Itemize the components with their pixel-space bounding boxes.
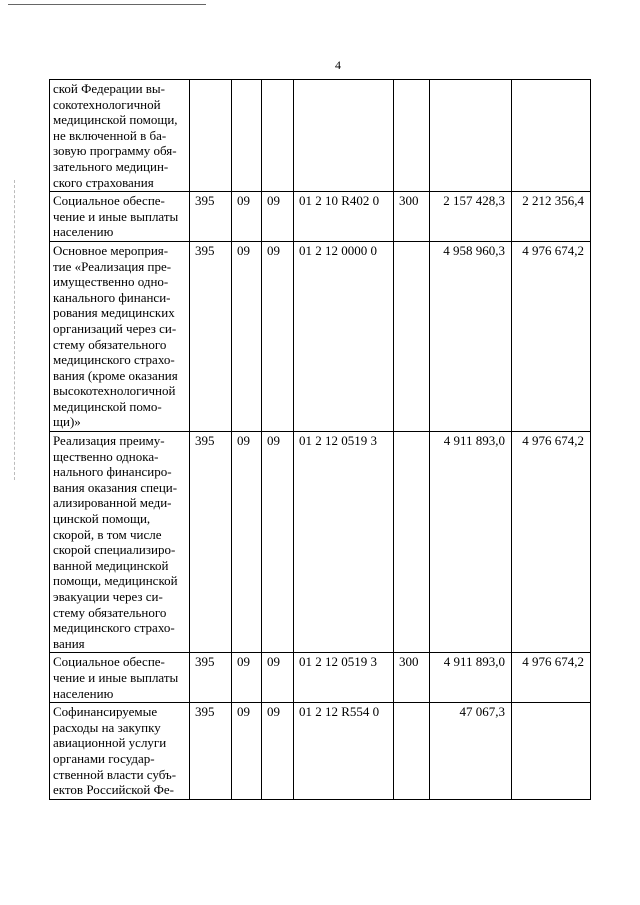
row-name-line: чение и иные выплаты: [53, 669, 179, 685]
amount-year2: 2 212 356,4: [512, 192, 591, 242]
row-name-line: ского страхования: [53, 174, 154, 190]
row-name-line: помощи, медицинской: [53, 573, 178, 589]
code-rz: 09: [232, 653, 262, 703]
row-name-line: населению: [53, 685, 114, 701]
amount-year2: 4 976 674,2: [512, 432, 591, 653]
row-name-line: ственной власти субъ-: [53, 766, 177, 782]
row-name-line: ванной медицинской: [53, 557, 169, 573]
header-rule: [8, 4, 206, 5]
row-name-line: органами государ-: [53, 750, 155, 766]
row-name-line: Основное мероприя-: [53, 242, 169, 258]
row-name-line: цинской помощи,: [53, 511, 151, 527]
row-name-line: не включенной в ба-: [53, 127, 167, 143]
code-csr: 01 2 12 R554 0: [294, 703, 394, 800]
row-name-line: расходы на закупку: [53, 719, 161, 735]
code-grbs: [190, 80, 232, 192]
row-name-line: медицинской помо-: [53, 398, 162, 414]
row-name-line: авиационной услуги: [53, 735, 167, 751]
code-pr: 09: [262, 703, 294, 800]
table-row: [50, 192, 591, 242]
table-row: [50, 432, 591, 653]
code-vr: 300: [394, 192, 430, 242]
code-pr: 09: [262, 653, 294, 703]
row-name-line: ской Федерации вы-: [53, 81, 165, 96]
amount-year1: 4 911 893,0: [430, 432, 512, 653]
amount-year1: 4 958 960,3: [430, 241, 512, 431]
row-name-line: нального финансиро-: [53, 464, 172, 480]
row-name-line: стему обязательного: [53, 604, 167, 620]
row-name-line: медицинской помощи,: [53, 112, 178, 128]
code-rz: [232, 80, 262, 192]
row-name-line: эвакуации через си-: [53, 589, 163, 604]
row-name-line: ектов Российской Фе-: [53, 782, 174, 798]
row-name-line: рования медицинских: [53, 305, 175, 321]
code-csr: 01 2 10 R402 0: [294, 192, 394, 242]
table-row: [50, 80, 591, 192]
row-name-line: стему обязательного: [53, 336, 167, 352]
row-name-line: сокотехнологичной: [53, 96, 161, 112]
code-vr: [394, 432, 430, 653]
code-vr: [394, 80, 430, 192]
row-name-line: высокотехнологичной: [53, 383, 176, 399]
code-grbs: 395: [190, 703, 232, 800]
amount-year2: [512, 703, 591, 800]
code-vr: [394, 703, 430, 800]
row-name-line: Социальное обеспе-: [53, 654, 165, 670]
code-vr: 300: [394, 653, 430, 703]
code-grbs: 395: [190, 653, 232, 703]
code-vr: [394, 241, 430, 431]
row-name-line: скорой, в том числе: [53, 526, 162, 542]
row-name-line: канального финанси-: [53, 289, 171, 305]
code-rz: 09: [232, 192, 262, 242]
row-name-line: Реализация преиму-: [53, 433, 165, 449]
code-rz: 09: [232, 703, 262, 800]
row-name-line: скорой специализиро-: [53, 542, 176, 558]
amount-year2: [512, 80, 591, 192]
amount-year1: 2 157 428,3: [430, 192, 512, 242]
row-name-line: вания (кроме оказания: [53, 367, 178, 383]
code-rz: 09: [232, 432, 262, 653]
row-name: [50, 241, 190, 431]
row-name-line: щественно однока-: [53, 448, 159, 464]
code-pr: 09: [262, 432, 294, 653]
page-number: 4: [335, 58, 341, 72]
row-name: [50, 432, 190, 653]
code-pr: 09: [262, 192, 294, 242]
budget-table: [49, 79, 591, 800]
code-grbs: 395: [190, 241, 232, 431]
row-name-line: Социальное обеспе-: [53, 193, 165, 209]
amount-year1: 47 067,3: [430, 703, 512, 800]
row-name-line: медицинского страхо-: [53, 620, 175, 636]
code-csr: [294, 80, 394, 192]
code-grbs: 395: [190, 432, 232, 653]
amount-year1: [430, 80, 512, 192]
code-csr: 01 2 12 0519 3: [294, 653, 394, 703]
row-name-line: щи)»: [53, 414, 81, 430]
row-name-line: населению: [53, 224, 114, 240]
row-name-line: медицинского страхо-: [53, 352, 175, 368]
table-row: [50, 653, 591, 703]
row-name-line: зовую программу обя-: [53, 143, 177, 159]
row-name-line: Софинансируемые: [53, 704, 158, 720]
code-pr: 09: [262, 241, 294, 431]
code-csr: 01 2 12 0000 0: [294, 241, 394, 431]
amount-year2: 4 976 674,2: [512, 653, 591, 703]
code-grbs: 395: [190, 192, 232, 242]
row-name-line: тие «Реализация пре-: [53, 258, 172, 274]
code-rz: 09: [232, 241, 262, 431]
row-name: [50, 703, 190, 800]
row-name-line: ализированной меди-: [53, 495, 172, 511]
table-row: [50, 703, 591, 800]
row-name-line: имущественно одно-: [53, 274, 169, 290]
amount-year1: 4 911 893,0: [430, 653, 512, 703]
table-row: [50, 241, 591, 431]
row-name-line: чение и иные выплаты: [53, 208, 179, 224]
row-name: [50, 653, 190, 703]
row-name-line: зательного медицин-: [53, 158, 169, 174]
row-name-line: организаций через си-: [53, 320, 177, 336]
row-name: [50, 80, 190, 192]
code-csr: 01 2 12 0519 3: [294, 432, 394, 653]
row-name-line: вания: [53, 635, 85, 651]
row-name: [50, 192, 190, 242]
code-pr: [262, 80, 294, 192]
margin-scan-marks: [14, 180, 17, 480]
amount-year2: 4 976 674,2: [512, 241, 591, 431]
row-name-line: вания оказания специ-: [53, 479, 178, 495]
